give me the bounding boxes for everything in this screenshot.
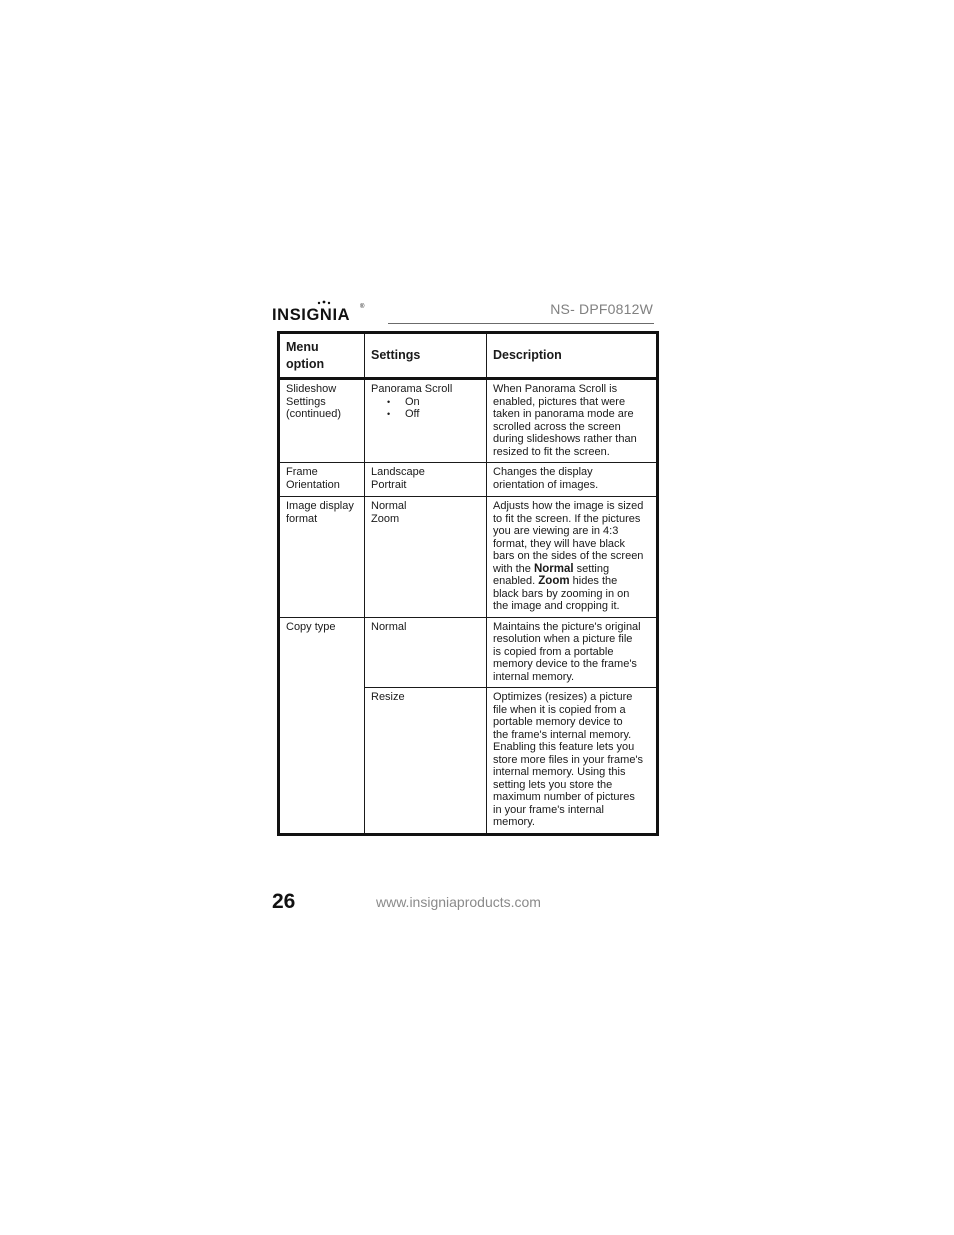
setting-options-list — [371, 396, 482, 421]
description-line — [493, 563, 652, 576]
description-line: memory device to the frame's — [493, 658, 637, 670]
description-line: enabled, pictures that were — [493, 395, 626, 408]
settings-cell — [365, 617, 487, 688]
description-line: format, they will have black — [493, 537, 626, 550]
option-text: On — [405, 395, 420, 408]
description-cell — [487, 379, 658, 463]
setting-value: Landscape — [371, 466, 425, 478]
description-text: setting — [573, 562, 610, 575]
description-line: Optimizes (resizes) a picture — [493, 691, 633, 703]
registered-mark: ® — [360, 304, 365, 310]
bullet-icon: • — [387, 409, 391, 419]
zoom-setting-name: Zoom — [538, 575, 570, 587]
description-line: store more files in your frame's — [493, 753, 644, 766]
description-line: internal memory. — [493, 670, 575, 683]
description-line: file when it is copied from a — [493, 703, 626, 716]
menu-option-cell — [279, 463, 365, 497]
description-cell — [487, 463, 658, 497]
header-rule — [388, 323, 654, 324]
list-item — [371, 408, 482, 421]
table-row — [279, 463, 658, 497]
column-header-menu-option: Menu option — [279, 333, 365, 379]
setting-title: Panorama Scroll — [371, 383, 453, 395]
description-line: maximum number of pictures — [493, 791, 635, 803]
description-line: resolution when a picture file — [493, 633, 633, 645]
bullet-icon: • — [387, 396, 391, 407]
description-line: resized to fit the screen. — [493, 445, 610, 458]
description-line: Adjusts how the image is sized — [493, 500, 644, 512]
description-text: hides the — [569, 575, 618, 587]
model-number: NS- DPF0812W — [550, 301, 653, 317]
description-cell — [487, 497, 658, 618]
description-line: scrolled across the screen — [493, 420, 621, 433]
menu-option-text: format — [286, 512, 318, 525]
menu-option-text: Image display — [286, 500, 354, 512]
menu-option-cell — [279, 617, 365, 834]
description-line: to fit the screen. If the pictures — [493, 512, 641, 525]
description-line: Maintains the picture's original — [493, 620, 641, 633]
menu-option-text: Copy type — [286, 620, 336, 633]
description-line: Enabling this feature lets you — [493, 741, 635, 753]
description-cell — [487, 617, 658, 688]
description-line: bars on the sides of the screen — [493, 550, 644, 562]
description-line: orientation of images. — [493, 478, 599, 491]
settings-cell — [365, 463, 487, 497]
table-header-row — [279, 333, 658, 379]
website-url: www.insigniaproducts.com — [376, 894, 541, 910]
column-header-settings: Settings — [365, 333, 487, 379]
description-line: memory. — [493, 816, 535, 828]
settings-cell — [365, 497, 487, 618]
page-number: 26 — [272, 890, 296, 913]
description-line: during slideshows rather than — [493, 433, 637, 445]
list-item — [371, 396, 482, 409]
description-line: is copied from a portable — [493, 645, 614, 658]
description-line: in your frame's internal — [493, 803, 604, 816]
logo-wordmark: INSIGNIA — [272, 306, 351, 324]
description-line: portable memory device to — [493, 716, 623, 728]
description-cell — [487, 688, 658, 835]
description-line: you are viewing are in 4:3 — [493, 525, 619, 537]
description-line: black bars by zooming in on — [493, 587, 630, 600]
menu-option-cell — [279, 379, 365, 463]
setting-value: Zoom — [371, 512, 400, 525]
option-text: Off — [405, 408, 420, 420]
description-line: Changes the display — [493, 466, 593, 478]
settings-cell — [365, 688, 487, 835]
description-text: with the — [493, 562, 534, 575]
menu-option-cell — [279, 497, 365, 618]
description-line: the frame's internal memory. — [493, 728, 632, 741]
menu-option-text: (continued) — [286, 408, 342, 420]
menu-option-text: Settings — [286, 395, 326, 408]
menu-option-text: Frame — [286, 466, 318, 478]
setting-value: Normal — [371, 500, 407, 512]
description-line: When Panorama Scroll is — [493, 383, 618, 395]
table-row — [279, 497, 658, 618]
description-line: the image and cropping it. — [493, 600, 620, 612]
menu-option-text: Orientation — [286, 478, 340, 491]
table-row — [279, 379, 658, 463]
description-line: internal memory. Using this — [493, 766, 626, 778]
normal-setting-name: Normal — [533, 562, 574, 575]
menu-option-text: Slideshow — [286, 383, 337, 395]
setting-value: Resize — [371, 691, 405, 703]
table-row — [279, 617, 658, 688]
description-line — [493, 575, 652, 588]
setting-value: Normal — [371, 620, 407, 633]
description-line: taken in panorama mode are — [493, 408, 634, 420]
column-header-description: Description — [487, 333, 658, 379]
settings-table — [277, 331, 659, 836]
description-text: enabled. — [493, 575, 539, 587]
settings-cell — [365, 379, 487, 463]
setting-value: Portrait — [371, 478, 407, 491]
description-line: setting lets you store the — [493, 778, 613, 791]
